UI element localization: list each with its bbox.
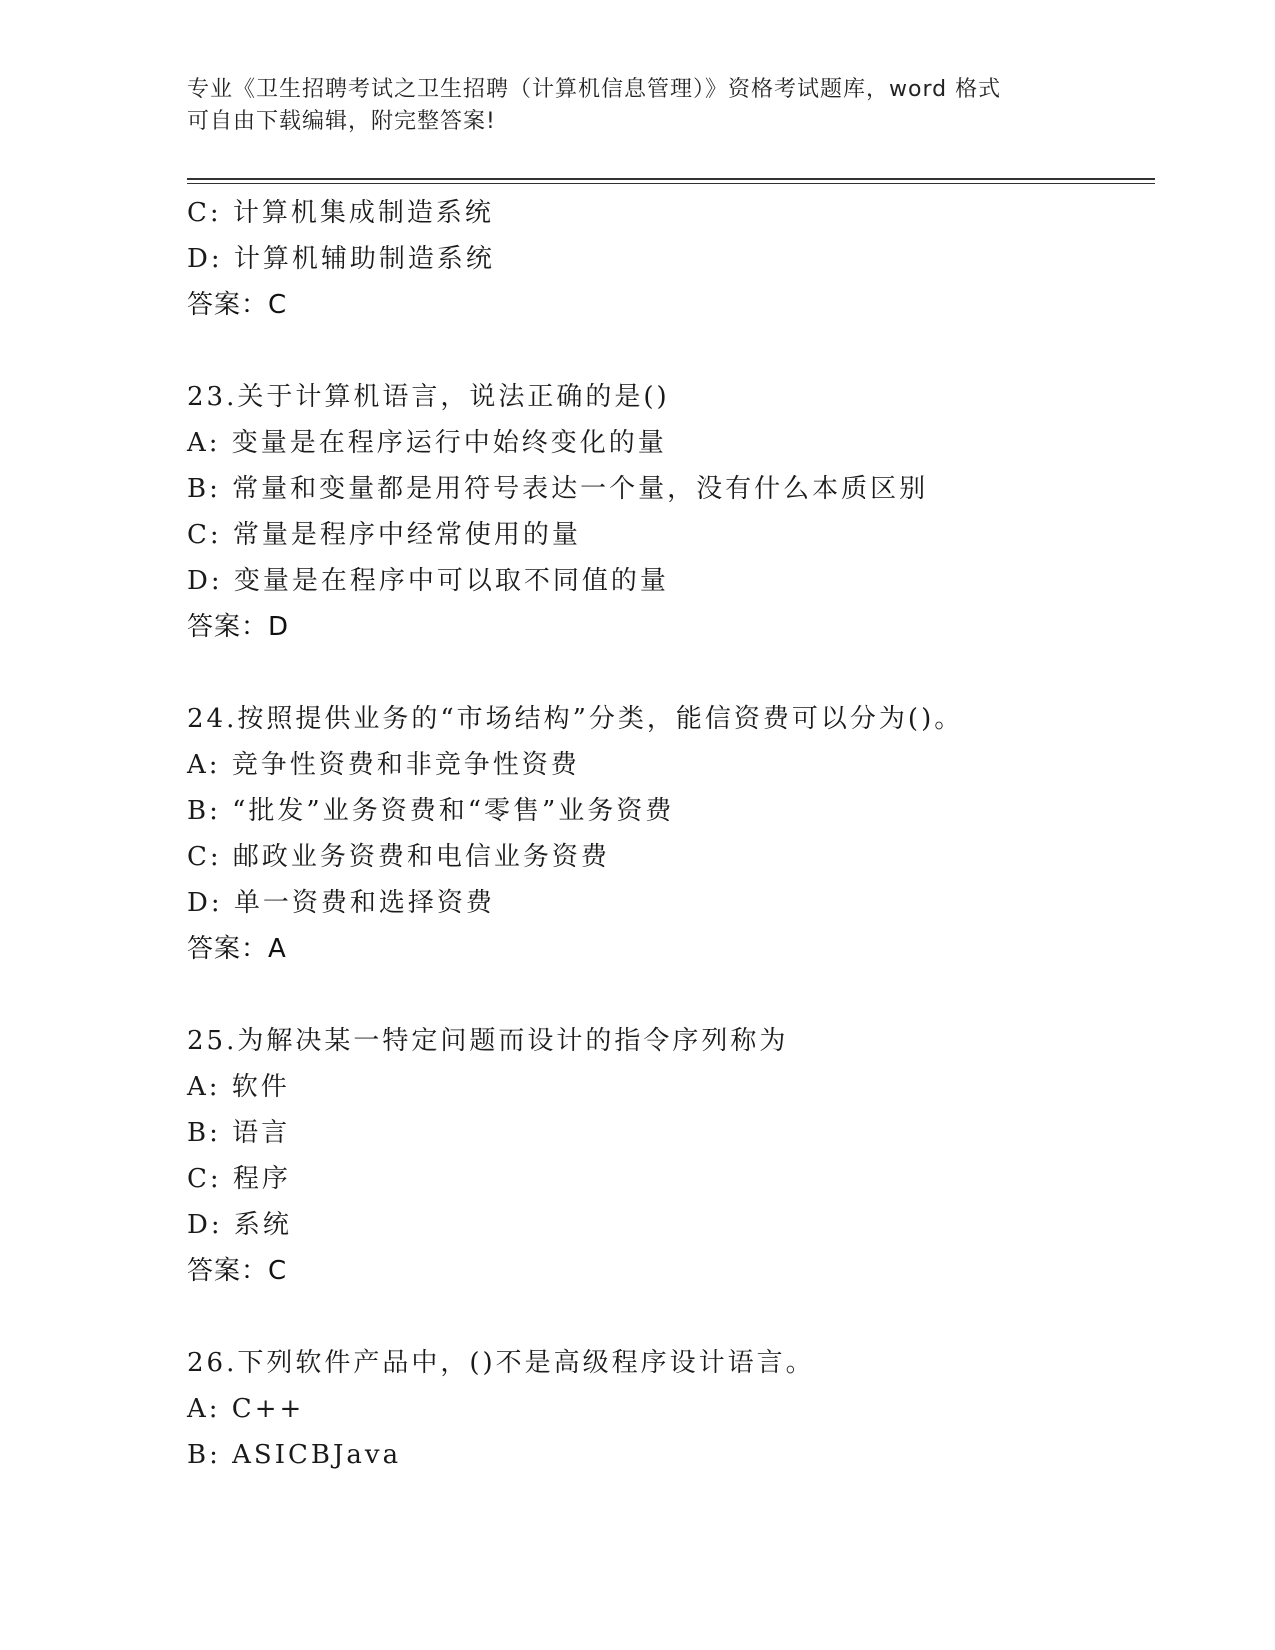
header-line-1: 专业《卫生招聘考试之卫生招聘（计算机信息管理）》资格考试题库，word 格式 — [187, 77, 1002, 102]
spacer — [187, 650, 1155, 696]
document-header — [187, 74, 1067, 138]
option-c: C: 常量是程序中经常使用的量 — [187, 520, 581, 550]
question-stem: 23.关于计算机语言，说法正确的是() — [187, 382, 670, 412]
option-a: A: 软件 — [187, 1072, 290, 1102]
question-stem: 24.按照提供业务的“市场结构”分类，能信资费可以分为()。 — [187, 704, 964, 734]
option-b: B: 语言 — [187, 1118, 291, 1148]
option-d: D: 变量是在程序中可以取不同值的量 — [187, 566, 669, 596]
option-c: C: 计算机集成制造系统 — [187, 198, 494, 228]
option-a: A: 变量是在程序运行中始终变化的量 — [187, 428, 667, 458]
question-22-continued — [187, 190, 1155, 328]
answer: 答案：A — [187, 934, 287, 964]
answer: 答案：C — [187, 290, 288, 320]
option-d: D: 系统 — [187, 1210, 292, 1240]
option-d: D: 单一资费和选择资费 — [187, 888, 495, 918]
question-24 — [187, 696, 1155, 972]
answer: 答案：D — [187, 612, 290, 642]
spacer — [187, 972, 1155, 1018]
header-divider-thick — [187, 178, 1155, 180]
answer: 答案：C — [187, 1256, 288, 1286]
question-stem: 25.为解决某一特定问题而设计的指令序列称为 — [187, 1026, 789, 1056]
header-line-2: 可自由下载编辑，附完整答案! — [187, 109, 496, 134]
question-23 — [187, 374, 1155, 650]
option-b: B: 常量和变量都是用符号表达一个量，没有什么本质区别 — [187, 474, 929, 504]
spacer — [187, 328, 1155, 374]
option-c: C: 邮政业务资费和电信业务资费 — [187, 842, 610, 872]
question-26 — [187, 1340, 1155, 1478]
option-c: C: 程序 — [187, 1164, 291, 1194]
option-b: B: ASICBJava — [187, 1440, 402, 1470]
question-stem: 26.下列软件产品中，()不是高级程序设计语言。 — [187, 1348, 815, 1378]
header-divider-thin — [187, 183, 1155, 184]
spacer — [187, 1294, 1155, 1340]
option-b: B: “批发”业务资费和“零售”业务资费 — [187, 796, 675, 826]
question-25 — [187, 1018, 1155, 1294]
option-a: A: 竞争性资费和非竞争性资费 — [187, 750, 580, 780]
option-a: A: C++ — [187, 1394, 305, 1424]
question-list — [187, 190, 1155, 1478]
option-d: D: 计算机辅助制造系统 — [187, 244, 495, 274]
